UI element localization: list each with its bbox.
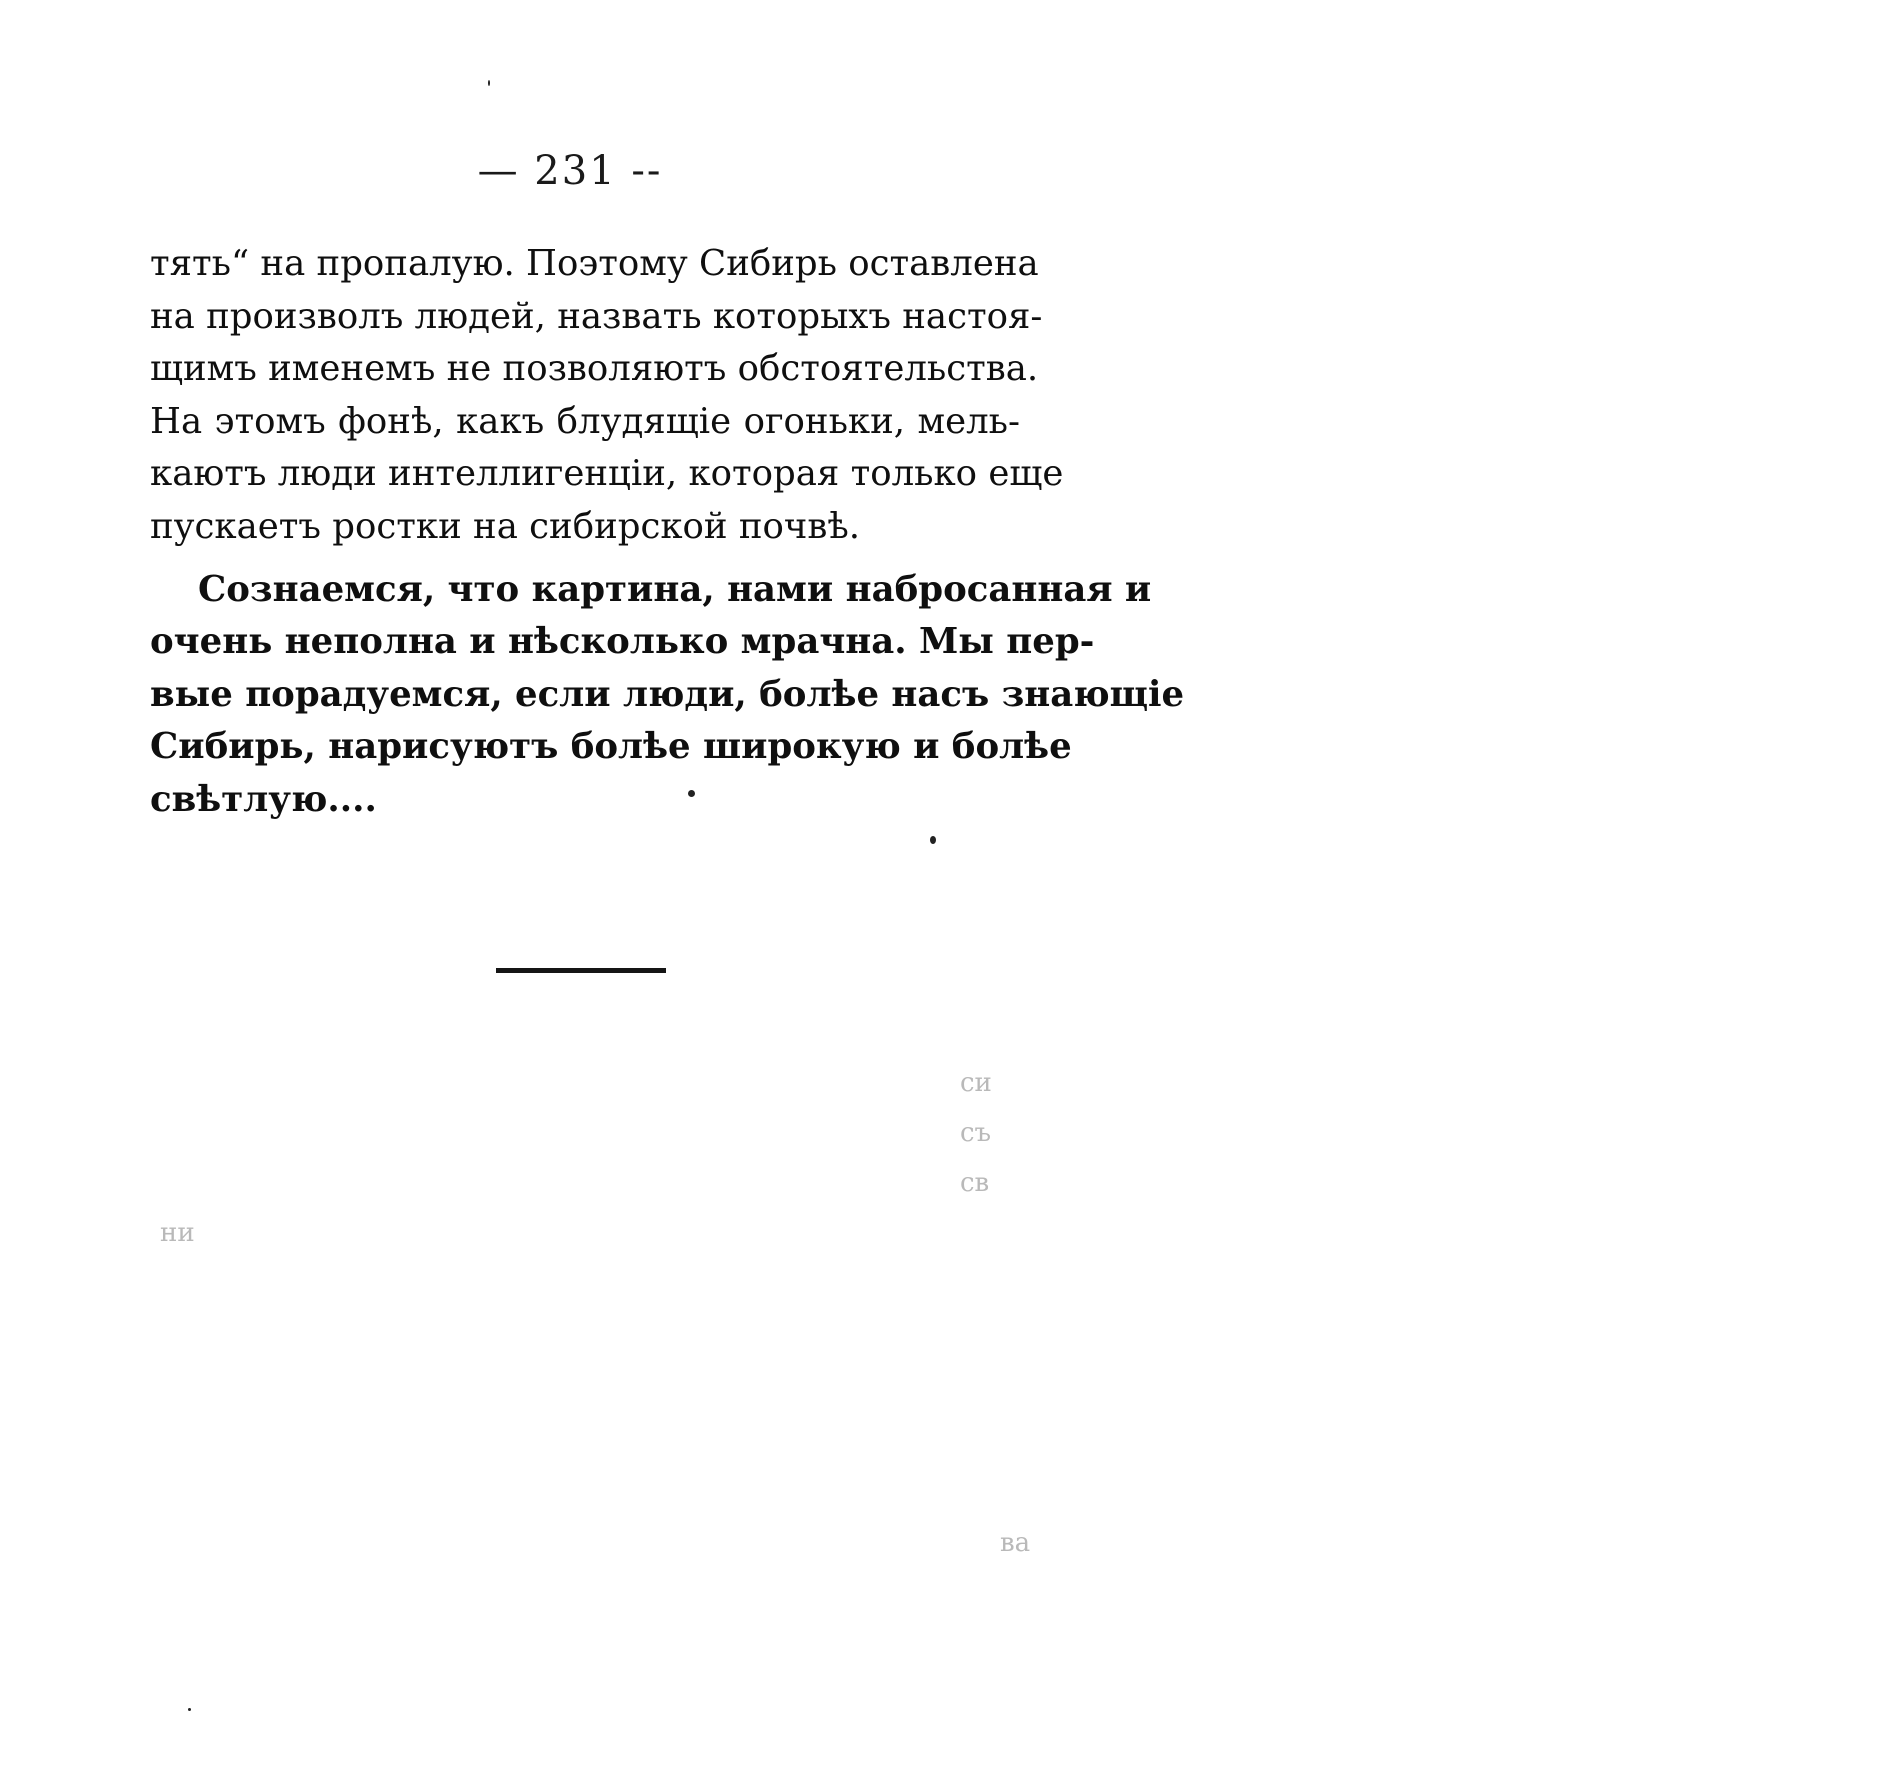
paragraph-1 <box>150 238 1064 554</box>
text-line: вые порадуемся, если люди, болѣе насъ знающіе <box>150 673 1185 715</box>
show-through-text: съ <box>960 1118 992 1148</box>
ink-speck <box>688 790 695 797</box>
body-text <box>150 238 1185 827</box>
text-line: Сознаемся, что картина, нами набросанная и <box>198 568 1152 610</box>
show-through-text: ва <box>1000 1528 1031 1558</box>
text-line: пускаетъ ростки на сибирской почвѣ. <box>150 505 861 547</box>
ink-speck <box>488 80 490 86</box>
show-through-text: св <box>960 1168 990 1198</box>
show-through-text: си <box>960 1068 992 1098</box>
text-line: тять“ на пропалую. Поэтому Сибирь оставлена <box>150 243 1039 284</box>
text-line: На этомъ фонѣ, какъ блудящіе огоньки, мель- <box>150 400 1020 442</box>
ink-speck <box>188 1708 191 1711</box>
text-line: на произволъ людей, назвать которыхъ настоя- <box>150 295 1043 337</box>
page-number: — 231 -- <box>477 148 663 194</box>
text-line: каютъ люди интеллигенціи, которая только еще <box>150 453 1064 495</box>
text-line: Сибирь, нарисуютъ болѣе широкую и болѣе <box>150 726 1072 768</box>
section-divider <box>496 968 666 973</box>
text-line: свѣтлую.... <box>150 778 377 820</box>
text-line: щимъ именемъ не позволяютъ обстоятельства. <box>150 348 1039 390</box>
show-through-text: ни <box>160 1218 195 1248</box>
paragraph-2 <box>150 564 1185 827</box>
ink-speck <box>930 836 936 844</box>
text-line: очень неполна и нѣсколько мрачна. Мы пер- <box>150 621 1095 663</box>
